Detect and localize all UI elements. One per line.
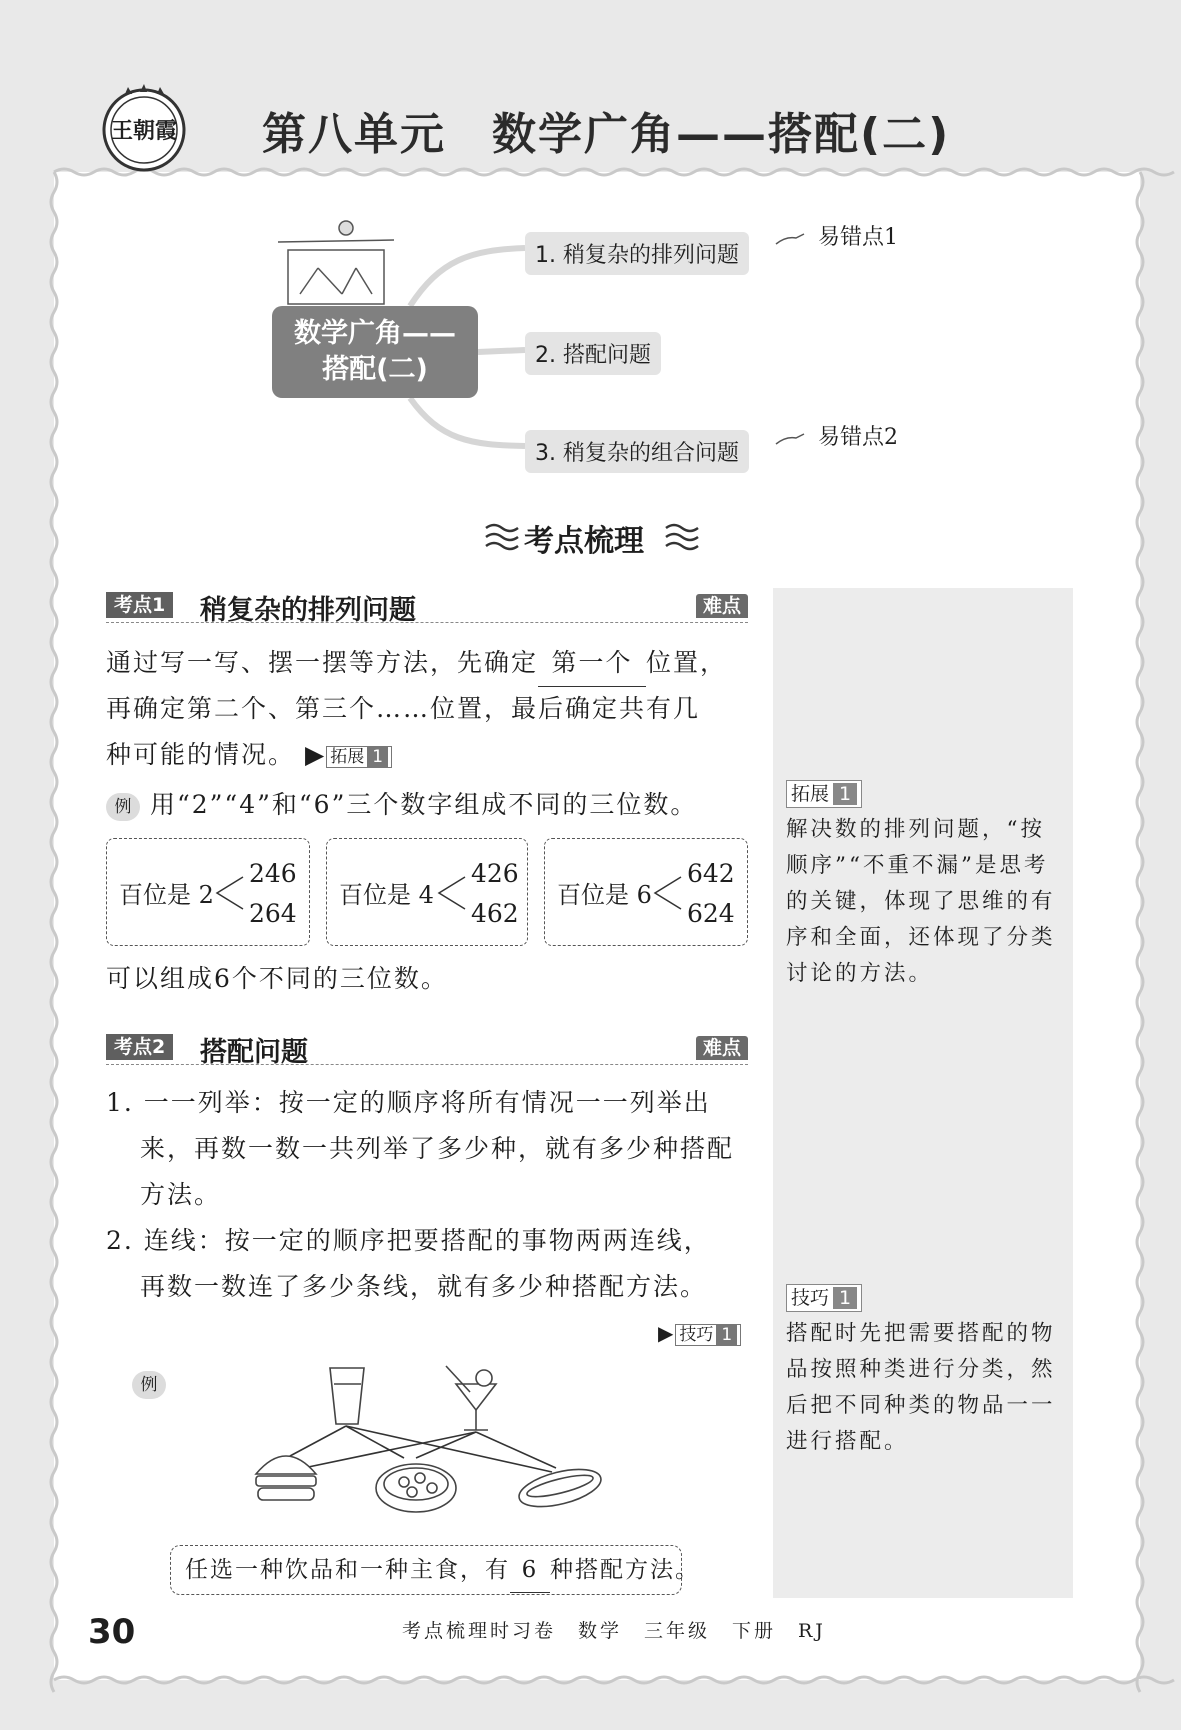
logo-lettering: 王朝霞 xyxy=(110,118,178,144)
kaodian2-item1-line3: 方法。 xyxy=(140,1180,222,1209)
juice-glass-icon xyxy=(330,1368,364,1424)
matching-answer-text xyxy=(185,1548,700,1593)
tip-label: 技巧 xyxy=(791,1287,830,1309)
error-point-1: 易错点1 xyxy=(818,225,898,250)
tip-ref-label: 技巧 xyxy=(679,1324,714,1345)
box-label: 百位是 6 xyxy=(557,881,652,909)
para-text-a: 通过写一写、摆一摆等方法，先确定 xyxy=(106,648,539,677)
box-label: 百位是 4 xyxy=(339,881,434,909)
box-label: 百位是 2 xyxy=(119,881,214,909)
answer-text-b: 种搭配方法。 xyxy=(550,1557,700,1583)
box-number-2: 624 xyxy=(687,899,735,928)
sidebar-extension-text: 解决数的排列问题，“按顺序”“不重不漏”是思考的关键，体现了思维的有序和全面，还体现了分类讨论的方法。 xyxy=(786,817,1056,986)
page-title: 第八单元 数学广角——搭配(二) xyxy=(262,109,951,160)
kaodian2-item2-line2: 再数一数连了多少条线，就有多少种搭配方法。 xyxy=(140,1272,708,1301)
example-badge: 例 xyxy=(106,793,140,821)
mindmap-branch-1: 1. 稍复杂的排列问题 xyxy=(525,232,749,275)
pie-plate-icon xyxy=(376,1464,456,1512)
box-number-2: 462 xyxy=(471,899,519,928)
kaodian1-paragraph-line2: 再确定第二个、第三个……位置，最后确定共有几 xyxy=(106,694,701,723)
mindmap-branch-3: 3. 稍复杂的组合问题 xyxy=(525,430,749,473)
footer-text: 考点梳理时习卷 数学 三年级 下册 RJ xyxy=(402,1620,826,1642)
kaodian2-tag: 考点2 xyxy=(106,1034,173,1060)
tip-ref-num: 1 xyxy=(716,1325,737,1345)
ext-ref-label: 拓展 xyxy=(330,746,365,767)
hotdog-icon xyxy=(515,1462,604,1513)
box-number-1: 246 xyxy=(249,859,297,888)
para-text-b: 位置， xyxy=(646,648,728,677)
sidebar-tip-text: 搭配时先把需要搭配的物品按照种类进行分类，然后把不同种类的物品一一进行搭配。 xyxy=(786,1321,1056,1454)
mindmap-branch-2: 2. 搭配问题 xyxy=(525,332,661,375)
example-text: 用“2”“4”和“6”三个数字组成不同的三位数。 xyxy=(149,790,698,819)
box-number-1: 426 xyxy=(471,859,519,888)
center-line-2: 搭配(二) xyxy=(322,354,428,385)
para-line3-text: 种可能的情况。 xyxy=(106,740,296,769)
kaodian1-title: 稍复杂的排列问题 xyxy=(200,595,416,626)
hamburger-icon xyxy=(256,1456,316,1500)
box-number-1: 642 xyxy=(687,859,735,888)
kaodian2-title: 搭配问题 xyxy=(200,1037,308,1068)
para-blank-answer: 第一个 xyxy=(538,640,646,687)
kaodian2-item1-line1: 1. 一一列举：按一定的顺序将所有情况一一列举出 xyxy=(106,1088,711,1117)
kaodian1-tag: 考点1 xyxy=(106,592,173,618)
arrow-icon: ▶ xyxy=(658,1321,676,1345)
answer-blank: 6 xyxy=(510,1548,550,1593)
kaodian2-item1-line2: 来，再数一数一共列举了多少种，就有多少种搭配 xyxy=(140,1134,735,1163)
matching-answer-box xyxy=(170,1545,700,1595)
arrow-icon: ▶ xyxy=(304,740,327,769)
page-number: 30 xyxy=(88,1612,136,1652)
ext-ref-num: 1 xyxy=(367,747,388,767)
kaodian1-conclusion: 可以组成6个不同的三位数。 xyxy=(106,964,448,993)
kaodian2-difficulty: 难点 xyxy=(696,1036,748,1060)
ext-num: 1 xyxy=(833,783,857,805)
section-title: 考点梳理 xyxy=(524,524,644,559)
cocktail-glass-icon xyxy=(446,1366,496,1430)
error-point-2: 易错点2 xyxy=(818,425,898,450)
ext-label: 拓展 xyxy=(791,783,830,805)
answer-text-a: 任选一种饮品和一种主食，有 xyxy=(185,1557,510,1583)
tip-num: 1 xyxy=(833,1287,857,1309)
box-number-2: 264 xyxy=(249,899,297,928)
kaodian1-difficulty: 难点 xyxy=(696,594,748,618)
center-line-1: 数学广角—— xyxy=(294,318,456,349)
example-badge: 例 xyxy=(132,1371,166,1399)
kaodian2-item2-line1: 2. 连线：按一定的顺序把要搭配的事物两两连线， xyxy=(106,1226,711,1255)
